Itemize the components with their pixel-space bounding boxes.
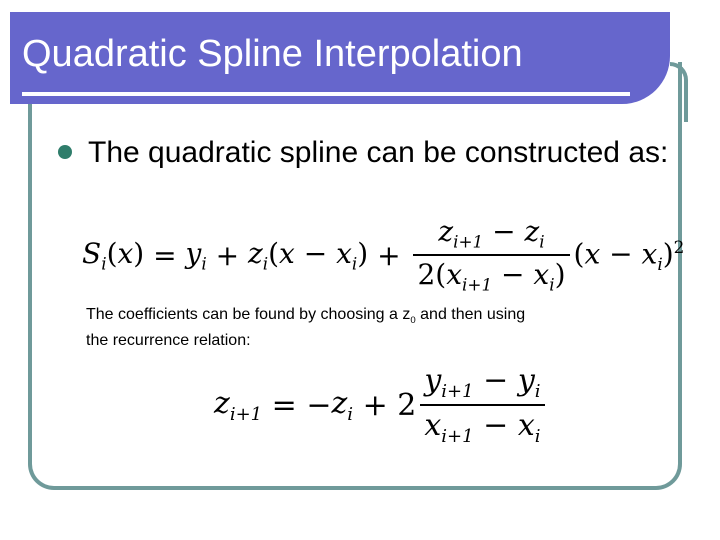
paragraph-line2: the recurrence relation: <box>86 332 251 350</box>
paragraph <box>86 305 646 351</box>
paragraph-line1-post: and then using <box>415 306 526 323</box>
recurrence-equation: $z_{i+1}$ = − $z_i$ + 2 $\frac{y_{i+1} - y_i}{x_{i+1} - x_i}$ <box>214 365 549 445</box>
bullet-text: The quadratic spline can be constructed as: <box>88 136 669 169</box>
paragraph-line1-pre: The coefficients can be found by choosing a z <box>86 306 411 323</box>
slide-frame-corner <box>670 62 688 122</box>
paragraph-subscript: 0 <box>410 315 416 327</box>
bullet-icon <box>58 145 72 159</box>
slide-title: Quadratic Spline Interpolation <box>22 33 523 75</box>
spline-equation: $S_i(x)$ = $y_i$ + $z_i(x - x_i)$ + $\frac{z_{i+1} - z_i}{2(x_{i+1} - x_i)}$ $(x - x_i)^2$ <box>82 215 685 295</box>
